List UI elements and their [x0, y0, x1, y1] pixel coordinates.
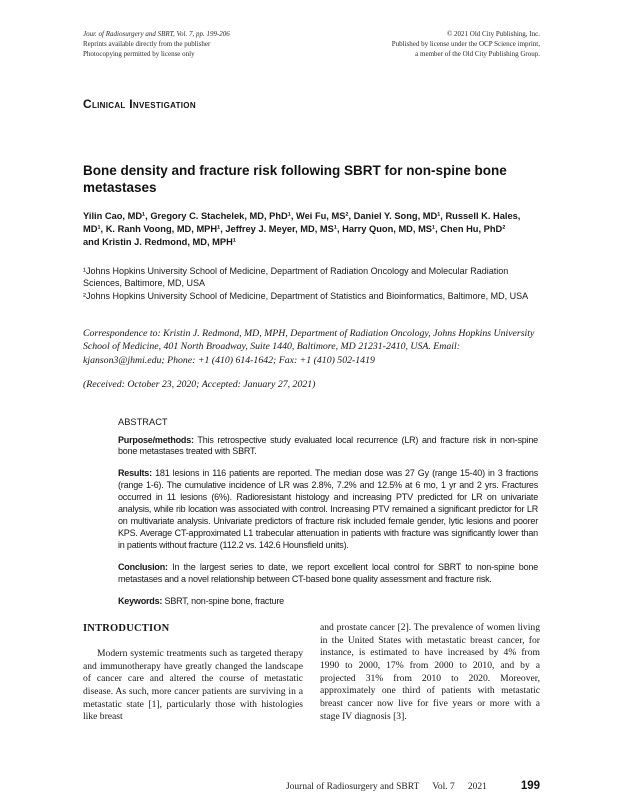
abstract-results-text: 181 lesions in 116 patients are reported. The median dose was 27 Gy (range 15-40) in 3 fractions (range 1-6). The cumulative incidence of LR was 2.8%, 7.2% and 12.5% at 6 mo, 1 yr and 2 yrs. Fractures occurred in 11 lesions (6%). Radioresistant histology and increasing PTV predicted for LR on univariate analysis, while rib location was associated with control. Increasing PTV remained a significant predictor for LR on multivariate analysis. Univariate predictors of fracture risk included female gender, lytic lesions and poorer KPS. Average CT-approximated L1 trabecular attenuation in patients with fracture was significantly lower than in patients without fracture (112.2 vs. 142.6 Hounsfield units).	[118, 468, 538, 551]
introduction-heading: INTRODUCTION	[83, 623, 170, 635]
reprints-note: Reprints available directly from the publisher	[83, 39, 211, 48]
footer-volume: Vol. 7	[432, 782, 455, 792]
abstract-keywords-lead: Keywords:	[118, 596, 163, 607]
footer-year: 2021	[467, 782, 487, 792]
footer-page-number: 199	[520, 780, 540, 792]
article-title: Bone density and fracture risk following SBRT for non-spine bone metastases	[83, 163, 507, 195]
abstract-results	[118, 468, 538, 552]
abstract-purpose-lead: Purpose/methods:	[118, 434, 194, 445]
abstract-purpose	[118, 435, 538, 459]
masthead-right	[392, 30, 540, 59]
abstract-results-lead: Results:	[118, 468, 152, 479]
correspondence-note: Correspondence to: Kristin J. Redmond, MD, MPH, Department of Radiation Oncology, Johns Hopkins University School of Medicine, 401 North Broadway, Suite 1440, Baltimore, MD 21231-2410, USA. Email: kjanson3@jhmi.edu; Phone: +1 (410) 614-1642; Fax: +1 (410) 502-1419	[83, 327, 535, 366]
introduction-paragraph-right: and prostate cancer [2]. The prevalence of women living in the United States with metastatic breast cancer, for instance, is estimated to have increased by 4% from 1990 to 2000, 17% from 2000 to 2010, and by a projected 31% from 2010 to 2020. Moreover, approximately one third of patients with metastatic breast cancer now live for five years or more with a stage IV diagnosis [3].	[320, 622, 540, 722]
column-left	[83, 622, 303, 724]
column-right	[320, 622, 540, 724]
abstract-keywords	[118, 596, 538, 608]
abstract-heading: ABSTRACT	[118, 417, 168, 428]
body-columns	[83, 622, 540, 724]
license-line: Published by license under the OCP Science imprint,	[391, 39, 540, 48]
masthead-left	[83, 30, 230, 59]
affiliations	[83, 265, 540, 303]
abstract-conclusion	[118, 562, 538, 586]
affiliation-2: ²Johns Hopkins University School of Medicine, Department of Statistics and Bioinformatics, Baltimore, MD, USA	[83, 291, 529, 301]
abstract-section	[118, 416, 538, 608]
journal-masthead	[83, 30, 540, 59]
affiliation-1: ¹Johns Hopkins University School of Medicine, Department of Radiation Oncology and Molecular Radiation Sciences, Baltimore, MD, USA	[83, 265, 509, 289]
abstract-keywords-text: SBRT, non-spine bone, fracture	[162, 596, 284, 607]
footer-journal-name: Journal of Radiosurgery and SBRT	[285, 782, 420, 792]
article-type-label: Clinical Investigation	[83, 97, 196, 112]
photocopy-note: Photocopying permitted by license only	[83, 49, 195, 58]
introduction-paragraph-left: Modern systemic treatments such as targeted therapy and immunotherapy have greatly changed the landscape of cancer care and altered the course of metastatic disease. As such, more cancer patients are surviving in a metastatic state [1], particularly those with histologies like breast	[83, 647, 303, 723]
author-list: Yilin Cao, MD¹, Gregory C. Stachelek, MD, PhD¹, Wei Fu, MS², Daniel Y. Song, MD¹, Russell K. Hales, MD¹, K. Ranh Voong, MD, MPH¹, Jeffrey J. Meyer, MD, MS¹, Harry Quon, MD, MS¹, Chen Hu, PhD² and Kristin J. Redmond, MD, MPH¹	[83, 210, 521, 247]
journal-citation: Jour. of Radiosurgery and SBRT, Vol. 7, pp. 199-206	[83, 30, 230, 38]
abstract-purpose-text: This retrospective study evaluated local recurrence (LR) and fracture risk in non-spine bone metastases treated with SBRT.	[118, 434, 538, 457]
copyright-line: © 2021 Old City Publishing, Inc.	[446, 30, 540, 38]
abstract-conclusion-text: In the largest series to date, we report excellent local control for SBRT to non-spine bone metastases and a novel relationship between CT-based bone quality assessment and fracture risk.	[118, 562, 538, 585]
received-accepted-dates: (Received: October 23, 2020; Accepted: January 27, 2021)	[83, 379, 316, 391]
abstract-conclusion-lead: Conclusion:	[118, 562, 168, 573]
publisher-group-line: a member of the Old City Publishing Group.	[415, 49, 540, 58]
page-footer	[286, 780, 540, 792]
